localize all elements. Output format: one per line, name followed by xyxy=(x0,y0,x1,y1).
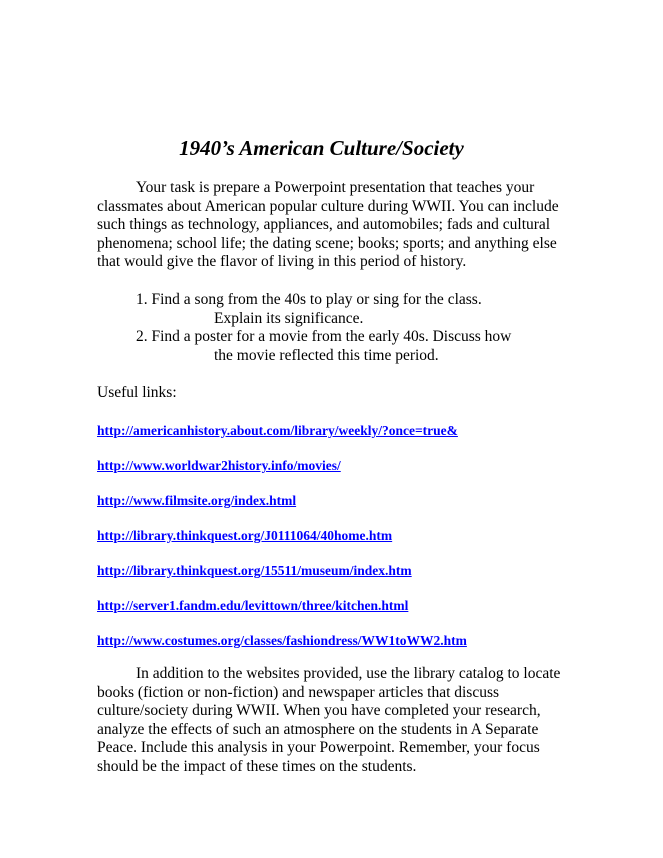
page-title: 1940’s American Culture/Society xyxy=(179,136,464,160)
link-worldwar2history[interactable]: http://www.worldwar2history.info/movies/ xyxy=(97,458,341,473)
link-thinkquest-museum[interactable]: http://library.thinkquest.org/15511/museum/index.htm xyxy=(97,563,412,578)
link-item xyxy=(97,422,467,457)
intro-paragraph: Your task is prepare a Powerpoint presentation that teaches your classmates about American popular culture during WWII. You can include such things as technology, appliances, and automobiles; fads and cultural phenomena; school life; the dating scene; books; sports; and anything else that would give the flavor of living in this period of history. xyxy=(97,179,559,271)
link-thinkquest-40home[interactable]: http://library.thinkquest.org/J0111064/40home.htm xyxy=(97,528,393,543)
useful-links-label: Useful links: xyxy=(97,384,177,401)
step-1-continuation: Explain its significance. xyxy=(214,309,364,327)
link-item xyxy=(97,562,467,597)
step-2-text: 2. Find a poster for a movie from the early 40s. Discuss how xyxy=(136,328,512,345)
link-americanhistory[interactable]: http://americanhistory.about.com/library/weekly/?once=true& xyxy=(97,423,458,438)
link-item xyxy=(97,492,467,527)
step-1 xyxy=(136,291,576,328)
link-fandm-kitchen[interactable]: http://server1.fandm.edu/levittown/three/kitchen.html xyxy=(97,598,409,613)
step-1-text: 1. Find a song from the 40s to play or sing for the class. xyxy=(136,291,482,308)
step-2-continuation: the movie reflected this time period. xyxy=(214,346,439,364)
link-filmsite[interactable]: http://www.filmsite.org/index.html xyxy=(97,493,297,508)
links-list xyxy=(97,422,467,667)
link-costumes[interactable]: http://www.costumes.org/classes/fashiondress/WW1toWW2.htm xyxy=(97,633,467,648)
link-item xyxy=(97,527,467,562)
link-item xyxy=(97,597,467,632)
link-item xyxy=(97,632,467,667)
closing-paragraph: In addition to the websites provided, use the library catalog to locate books (fiction or non-fiction) and newspaper articles that discuss culture/society during WWII. When you have completed your research, analyze the effects of such an atmosphere on the students in A Separate Peace. Include this analysis in your Powerpoint. Remember, your focus should be the impact of these times on the students. xyxy=(97,665,561,775)
step-2 xyxy=(136,328,576,365)
link-item xyxy=(97,457,467,492)
